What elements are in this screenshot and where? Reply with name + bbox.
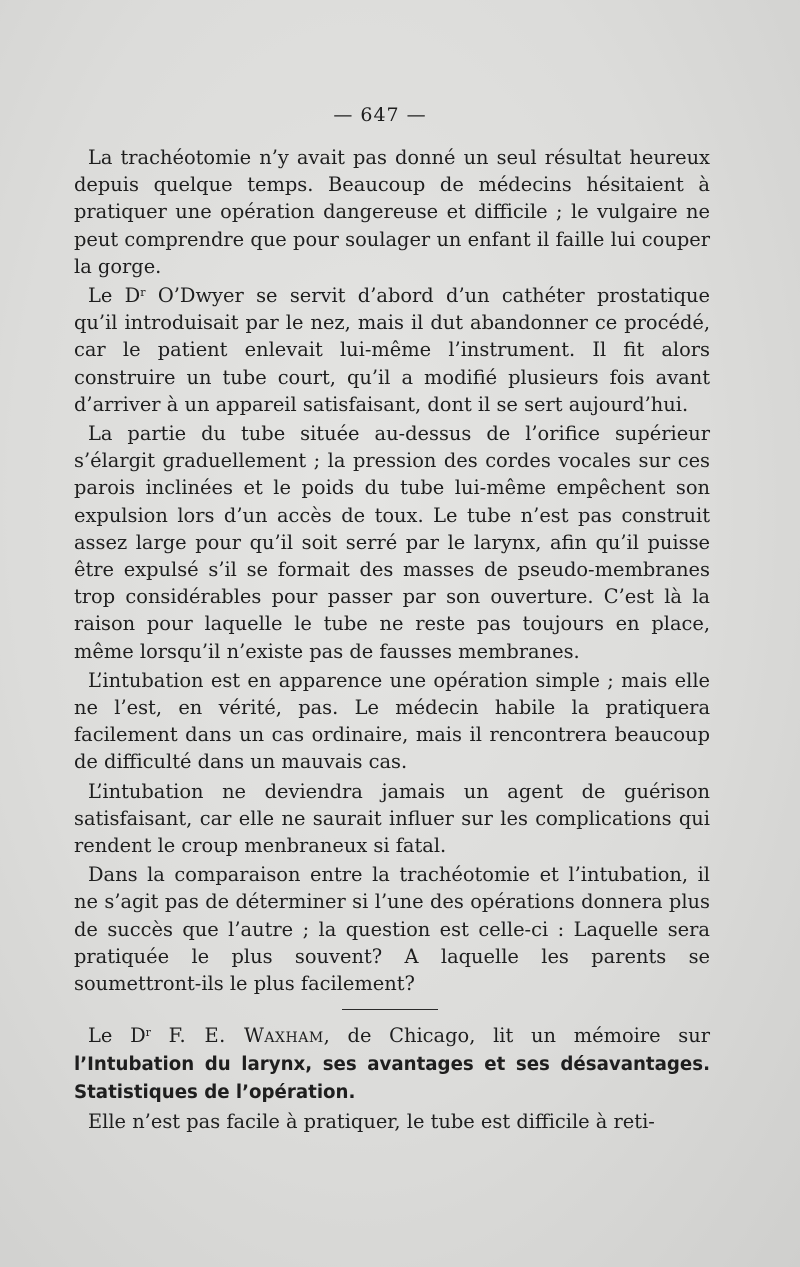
paragraph-intubation-agent: L’intubation ne deviendra jamais un agent de guérison satisfaisant, car elle ne saurait influer sur les complications qui rendent le croup menbraneux si fatal.: [74, 779, 710, 858]
dr-superscript: r: [140, 286, 146, 300]
waxham-dr-prefix: Le D: [88, 1024, 146, 1048]
paragraph-odwyer: [74, 282, 710, 418]
paragraph-intubation-simple: L’intubation est en apparence une opération simple ; mais elle ne l’est, en vérité, pas. Le médecin habile la pratiquera facilement dans un cas ordinaire, mais il rencontrera beaucoup de difficulté dans un mauvais cas.: [74, 668, 710, 774]
paragraph-tracheotomy: La trachéotomie n’y avait pas donné un seul résultat heureux depuis quelque temps. Beaucoup de médecins hésitaient à pratiquer une opération dangereuse et difficile ; le vulgaire ne peut comprendre que pour soulager un enfant il faille lui couper la gorge.: [74, 146, 710, 278]
paragraph-comparison: Dans la comparaison entre la trachéotomie et l’intubation, il ne s’agit pas de déterminer si l’une des opérations donnera plus de succès que l’autre ; la question est celle-ci : Laquelle sera pratiquée le plus souvent? A laquelle les parents se soumettront-ils le plus facilement?: [74, 863, 710, 996]
body-text: [74, 144, 710, 1137]
paragraph-tube: La partie du tube située au-dessus de l’orifice supérieur s’élargit graduellement ; la pression des cordes vocales sur ces parois inclinées et le poids du tube lui-même empêchent son expulsion lors d’un accès de toux. Le tube n’est pas construit assez large pour qu’il soit serré par le larynx, afin qu’il puisse être expulsé s’il se formait des masses de pseudo-membranes trop considérables pour passer par son ouverture. C’est là la raison pour laquelle le tube ne reste pas toujours en place, même lorsqu’il n’existe pas de fausses membranes.: [74, 422, 710, 663]
memoir-title: l’Intubation du larynx, ses avantages et ses désavantages. Statistiques de l’opération.: [74, 1053, 710, 1103]
paragraph-odwyer-text: O’Dwyer se servit d’abord d’un cathéter prostatique qu’il introduisait par le nez, mais il dut abandonner ce procédé, car le patient enlevait lui-même l’instrument. Il fit alors construire un tube court, qu’il a modifié plusieurs fois avant d’arriver à un appareil satisfaisant, dont il se sert aujourd’hui.: [74, 284, 710, 416]
paragraph-last: Elle n’est pas facile à pratiquer, le tube est difficile à reti-: [88, 1109, 655, 1133]
waxham-intro: , de Chicago, lit un mémoire sur: [323, 1024, 711, 1048]
waxham-dr-superscript: r: [145, 1026, 151, 1040]
page-number: — 647 —: [333, 104, 427, 126]
paragraph-waxham: [74, 1022, 710, 1106]
author-name: F. E. Waxham: [168, 1024, 324, 1048]
dr-prefix: Le D: [88, 284, 141, 308]
section-divider: [342, 1009, 438, 1010]
